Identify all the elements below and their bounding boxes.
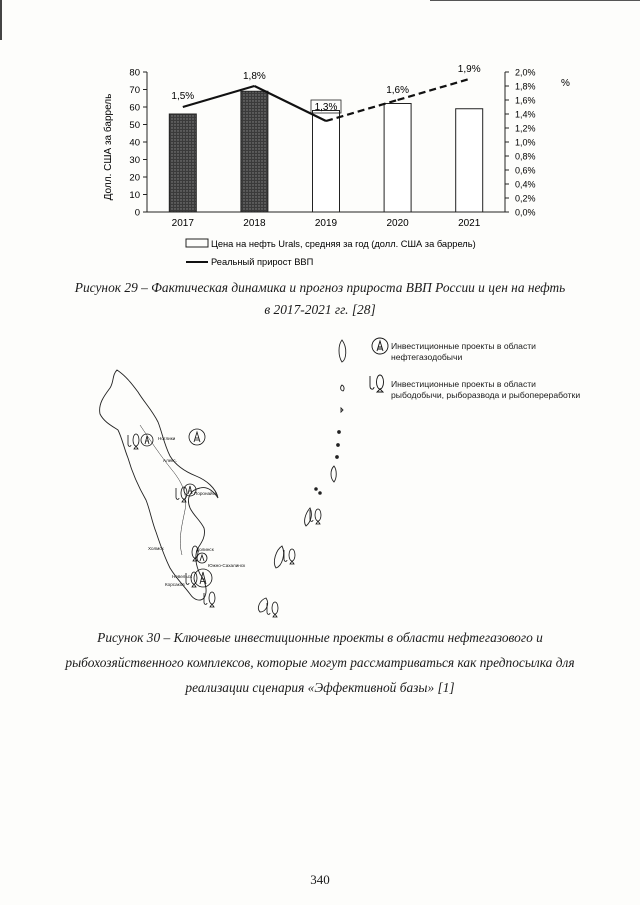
bar-2017 (169, 114, 196, 212)
sakhalin-kuril-map (0, 330, 640, 620)
y2-tick-label: 0,8% (515, 151, 536, 162)
oil-rig-icon (197, 553, 207, 563)
legend-bar-label: Цена на нефть Urals, средняя за год (долл. США за баррель) (211, 239, 476, 249)
y-tick-label: 80 (129, 67, 140, 79)
y-tick-label: 70 (129, 85, 140, 96)
town-label-noglik: Ноглики (158, 436, 176, 441)
kuril-island-1 (339, 340, 346, 362)
sakhalin-island (100, 370, 218, 600)
y2-tick-label: 2,0% (515, 67, 536, 78)
y-tick-label: 40 (129, 137, 140, 149)
legend-fishery-text: Инвестиционные проекты в области рыбодобычи, рыборазвода и рыбопереработки (391, 379, 581, 400)
y2-axis-label: % (561, 78, 570, 89)
fish-icon (267, 602, 278, 617)
y-tick-label: 60 (129, 102, 140, 114)
legend-oil-rig-icon (372, 338, 388, 354)
kuril-island-2 (341, 385, 344, 391)
gdp-data-label: 1,5% (171, 91, 195, 102)
legend-line-label: Реальный прирост ВВП (211, 257, 314, 267)
left-edge-mark (0, 0, 2, 40)
kuril-island-3 (341, 408, 343, 412)
fish-icon-group (128, 434, 321, 617)
y2-tick-label: 0,6% (515, 165, 536, 176)
kuril-island-6 (336, 456, 339, 459)
top-rule (430, 0, 640, 1)
y2-tick-label: 0,2% (515, 193, 536, 204)
fish-icon (128, 434, 139, 449)
gdp-data-label: 1,9% (457, 64, 481, 75)
oil-rig-icon-group (141, 429, 212, 587)
bar-2020 (384, 104, 411, 213)
gdp-oil-chart (0, 55, 640, 275)
legend-oil-gas-text: Инвестиционные проекты в области нефтегазодобычи (391, 341, 536, 362)
y-tick-label: 30 (129, 155, 140, 166)
y2-tick-label: 1,2% (515, 123, 536, 134)
town-label-korsakov: Корсаков (165, 582, 185, 587)
figure-29-caption-line2: в 2017-2021 гг. [28] (264, 302, 376, 317)
town-label-poronaysk: Поронайск (194, 491, 217, 496)
kuril-island-8 (315, 488, 318, 491)
y2-tick-label: 1,0% (515, 137, 536, 148)
kuril-island-12 (258, 598, 267, 612)
y-tick-label: 50 (129, 120, 140, 131)
y2-tick-label: 0,4% (515, 179, 536, 190)
bar-2021 (456, 109, 483, 212)
gdp-data-label: 1,6% (386, 85, 409, 96)
y-tick-label: 20 (129, 172, 140, 184)
x-tick-label: 2018 (243, 218, 266, 229)
kuril-island-5 (337, 444, 340, 447)
fish-icon (284, 549, 295, 564)
y2-tick-label: 1,4% (515, 109, 536, 120)
x-tick-label: 2020 (386, 218, 409, 229)
figure-30-caption (40, 625, 600, 700)
x-tick-label: 2019 (314, 218, 338, 229)
bar-2018 (241, 91, 268, 212)
sakhalin-inner-road (140, 425, 186, 555)
bar-2019 (313, 111, 340, 213)
figure-30-caption-line1: Рисунок 30 – Ключевые инвестиционные проекты в области нефтегазового и (97, 630, 543, 645)
y2-tick-label: 0,0% (515, 207, 536, 218)
legend-bar-swatch (186, 239, 208, 247)
town-label-yuzhno: Южно-Сахалинск (208, 563, 246, 568)
town-label-aleksandrovsk: Алекс. (163, 458, 177, 463)
figure-30-caption-line2: рыбохозяйственного комплексов, которые могут рассматриваться как предпосылка для (65, 655, 575, 670)
figure-30-caption-line3: реализации сценария «Эффективной базы» [1] (185, 680, 455, 695)
legend-fish-icon (370, 375, 384, 392)
page-number: 340 (310, 872, 330, 887)
y-axis-label: Долл. США за баррель (103, 93, 114, 201)
y2-tick-label: 1,8% (515, 81, 536, 92)
kuril-island-11 (274, 546, 283, 568)
oil-rig-icon (189, 429, 205, 445)
gdp-data-label: 1,8% (243, 71, 266, 82)
figure-29-caption-line1: Рисунок 29 – Фактическая динамика и прогноз прироста ВВП России и цен на нефть (74, 280, 566, 295)
town-label-dolinsk: Долинск (196, 547, 214, 552)
town-label-kholmsk: Холмск (148, 546, 164, 551)
y-tick-label: 10 (129, 190, 140, 201)
fish-icon (176, 487, 187, 502)
town-label-nevelsk: Невельск (172, 574, 193, 579)
kuril-island-4 (338, 431, 341, 434)
y2-tick-label: 1,6% (515, 95, 536, 106)
kuril-island-7 (331, 466, 336, 482)
gdp-data-label: 1,3% (314, 102, 338, 113)
kuril-island-9 (319, 492, 322, 495)
x-tick-label: 2017 (171, 218, 194, 229)
x-tick-label: 2021 (458, 218, 481, 229)
y-tick-label: 0 (134, 207, 140, 219)
figure-29-caption (40, 277, 600, 321)
